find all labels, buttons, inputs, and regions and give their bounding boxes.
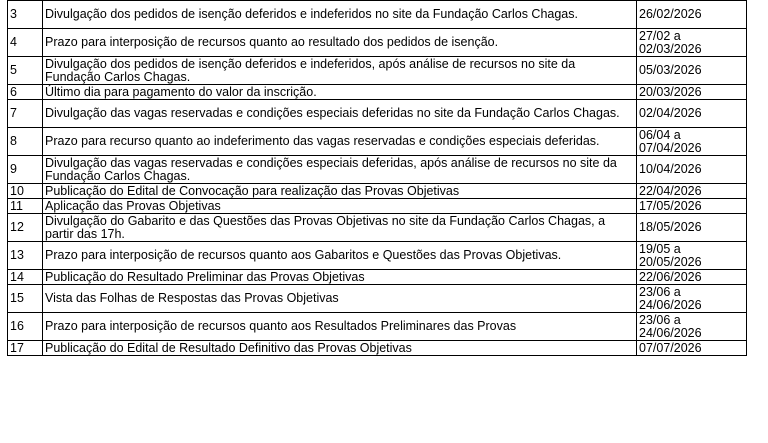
event-description-cell: Vista das Folhas de Respostas das Provas Objetivas	[43, 285, 637, 313]
row-number-cell: 6	[8, 85, 43, 100]
event-date-cell: 05/03/2026	[637, 57, 747, 85]
row-number-cell: 17	[8, 341, 43, 356]
row-number-cell: 13	[8, 242, 43, 270]
table-row	[8, 199, 747, 214]
table-row	[8, 1, 747, 29]
table-row	[8, 341, 747, 356]
table-row	[8, 270, 747, 285]
event-description-cell: Prazo para interposição de recursos quanto ao resultado dos pedidos de isenção.	[43, 29, 637, 57]
row-number-cell: 9	[8, 156, 43, 184]
table-row	[8, 242, 747, 270]
table-row	[8, 29, 747, 57]
event-date-cell: 23/06 a 24/06/2026	[637, 285, 747, 313]
row-number-cell: 4	[8, 29, 43, 57]
table-row	[8, 100, 747, 128]
event-description-cell: Prazo para recurso quanto ao indeferimento das vagas reservadas e condições especiais deferidas.	[43, 128, 637, 156]
event-description-cell: Prazo para interposição de recursos quanto aos Resultados Preliminares das Provas	[43, 313, 637, 341]
event-description-cell: Divulgação das vagas reservadas e condições especiais deferidas no site da Fundação Carlos Chagas.	[43, 100, 637, 128]
schedule-table-container	[7, 0, 742, 356]
event-date-cell: 06/04 a 07/04/2026	[637, 128, 747, 156]
row-number-cell: 10	[8, 184, 43, 199]
row-number-cell: 14	[8, 270, 43, 285]
event-description-cell: Divulgação dos pedidos de isenção deferidos e indeferidos, após análise de recursos no site da Fundação Carlos Chagas.	[43, 57, 637, 85]
event-date-cell: 18/05/2026	[637, 214, 747, 242]
table-row	[8, 85, 747, 100]
schedule-table-body	[8, 1, 747, 356]
event-date-cell: 02/04/2026	[637, 100, 747, 128]
event-date-cell: 17/05/2026	[637, 199, 747, 214]
event-description-cell: Publicação do Resultado Preliminar das Provas Objetivas	[43, 270, 637, 285]
event-date-cell: 26/02/2026	[637, 1, 747, 29]
event-date-cell: 22/06/2026	[637, 270, 747, 285]
table-row	[8, 214, 747, 242]
event-description-cell: Publicação do Edital de Resultado Definitivo das Provas Objetivas	[43, 341, 637, 356]
event-description-cell: Divulgação do Gabarito e das Questões das Provas Objetivas no site da Fundação Carlos Chagas, a partir das 17h.	[43, 214, 637, 242]
event-date-cell: 19/05 a 20/05/2026	[637, 242, 747, 270]
event-date-cell: 27/02 a 02/03/2026	[637, 29, 747, 57]
event-date-cell: 10/04/2026	[637, 156, 747, 184]
row-number-cell: 7	[8, 100, 43, 128]
row-number-cell: 8	[8, 128, 43, 156]
event-description-cell: Prazo para interposição de recursos quanto aos Gabaritos e Questões das Provas Objetivas.	[43, 242, 637, 270]
event-description-cell: Divulgação das vagas reservadas e condições especiais deferidas, após análise de recursos no site da Fundação Carlos Chagas.	[43, 156, 637, 184]
row-number-cell: 11	[8, 199, 43, 214]
table-row	[8, 156, 747, 184]
event-description-cell: Último dia para pagamento do valor da inscrição.	[43, 85, 637, 100]
row-number-cell: 12	[8, 214, 43, 242]
row-number-cell: 16	[8, 313, 43, 341]
event-date-cell: 07/07/2026	[637, 341, 747, 356]
table-row	[8, 184, 747, 199]
event-date-cell: 23/06 a 24/06/2026	[637, 313, 747, 341]
row-number-cell: 3	[8, 1, 43, 29]
event-date-cell: 22/04/2026	[637, 184, 747, 199]
table-row	[8, 57, 747, 85]
row-number-cell: 15	[8, 285, 43, 313]
table-row	[8, 285, 747, 313]
event-description-cell: Aplicação das Provas Objetivas	[43, 199, 637, 214]
row-number-cell: 5	[8, 57, 43, 85]
table-row	[8, 313, 747, 341]
schedule-table	[7, 0, 747, 356]
event-description-cell: Divulgação dos pedidos de isenção deferidos e indeferidos no site da Fundação Carlos Chagas.	[43, 1, 637, 29]
event-date-cell: 20/03/2026	[637, 85, 747, 100]
table-row	[8, 128, 747, 156]
event-description-cell: Publicação do Edital de Convocação para realização das Provas Objetivas	[43, 184, 637, 199]
